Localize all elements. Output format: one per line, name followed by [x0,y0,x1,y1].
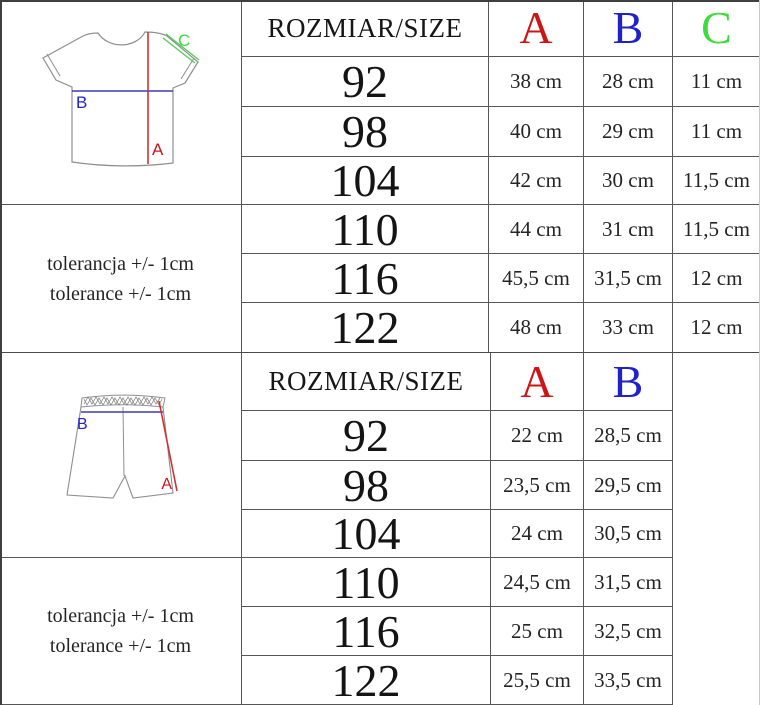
shorts-92-a: 22 cm [490,411,583,461]
tshirt-size-116: 116 [241,254,488,303]
tolerance-line-en: tolerance +/- 1cm [49,282,192,305]
diagram-label-b: B [76,93,88,112]
shorts-104-a: 24 cm [490,510,583,558]
tshirt-98-b: 29 cm [583,107,672,157]
shorts-diagram [15,385,235,535]
tshirt-table-header: ROZMIAR/SIZE [241,0,488,57]
tshirt-122-a: 48 cm [488,303,583,352]
outer-border-left [0,0,2,705]
shorts-110-a: 24,5 cm [490,558,583,607]
tshirt-drawing-icon [28,10,228,180]
tshirt-tolerance-note [0,205,241,352]
shorts-column-b-header: B [583,353,672,411]
shorts-size-104: 104 [241,510,490,558]
tolerance-line-pl: tolerancja +/- 1cm [47,605,194,627]
shorts-size-98: 98 [241,461,490,510]
tshirt-116-b: 31,5 cm [583,254,672,303]
shorts-column-a-header: A [490,353,583,411]
tolerance-line-pl: tolerancja +/- 1cm [47,252,194,275]
tshirt-110-c: 11,5 cm [672,205,760,254]
shorts-size-110: 110 [241,558,490,607]
tshirt-diagram-cell [0,0,241,205]
shorts-tolerance-note [0,558,241,705]
tshirt-104-c: 11,5 cm [672,157,760,205]
tshirt-104-a: 42 cm [488,157,583,205]
diagram-label-a: A [161,476,172,493]
empty-spacer-cell [672,353,760,705]
tshirt-122-b: 33 cm [583,303,672,352]
tshirt-110-a: 44 cm [488,205,583,254]
shorts-116-a: 25 cm [490,607,583,656]
tshirt-122-c: 12 cm [672,303,760,352]
shorts-drawing-icon [15,385,235,535]
tshirt-size-122: 122 [241,303,488,352]
shorts-size-116: 116 [241,607,490,656]
tshirt-size-104: 104 [241,157,488,205]
shorts-104-b: 30,5 cm [583,510,672,558]
tshirt-column-b-header: B [583,0,672,57]
tshirt-116-a: 45,5 cm [488,254,583,303]
shorts-98-a: 23,5 cm [490,461,583,510]
shorts-size-92: 92 [241,411,490,461]
diagram-label-b: B [77,416,88,433]
tshirt-column-a-header: A [488,0,583,57]
shorts-diagram-cell [0,353,241,558]
shorts-92-b: 28,5 cm [583,411,672,461]
tshirt-column-c-header: C [672,0,760,57]
tshirt-size-92: 92 [241,57,488,107]
tshirt-size-98: 98 [241,107,488,157]
tshirt-116-c: 12 cm [672,254,760,303]
tshirt-92-c: 11 cm [672,57,760,107]
tolerance-line-en: tolerance +/- 1cm [49,635,192,657]
outer-border-top [0,0,760,2]
tshirt-outline [43,32,198,166]
shorts-section [0,353,760,705]
tshirt-92-a: 38 cm [488,57,583,107]
tshirt-98-c: 11 cm [672,107,760,157]
shorts-116-b: 32,5 cm [583,607,672,656]
tshirt-110-b: 31 cm [583,205,672,254]
shorts-98-b: 29,5 cm [583,461,672,510]
tshirt-104-b: 30 cm [583,157,672,205]
shorts-110-b: 31,5 cm [583,558,672,607]
shorts-122-a: 25,5 cm [490,656,583,705]
shorts-table-header: ROZMIAR/SIZE [241,353,490,411]
tshirt-98-a: 40 cm [488,107,583,157]
tshirt-size-110: 110 [241,205,488,254]
tshirt-92-b: 28 cm [583,57,672,107]
shorts-122-b: 33,5 cm [583,656,672,705]
shorts-size-122: 122 [241,656,490,705]
diagram-label-a: A [152,140,164,159]
diagram-label-c: C [178,31,191,50]
tshirt-diagram [28,10,228,180]
